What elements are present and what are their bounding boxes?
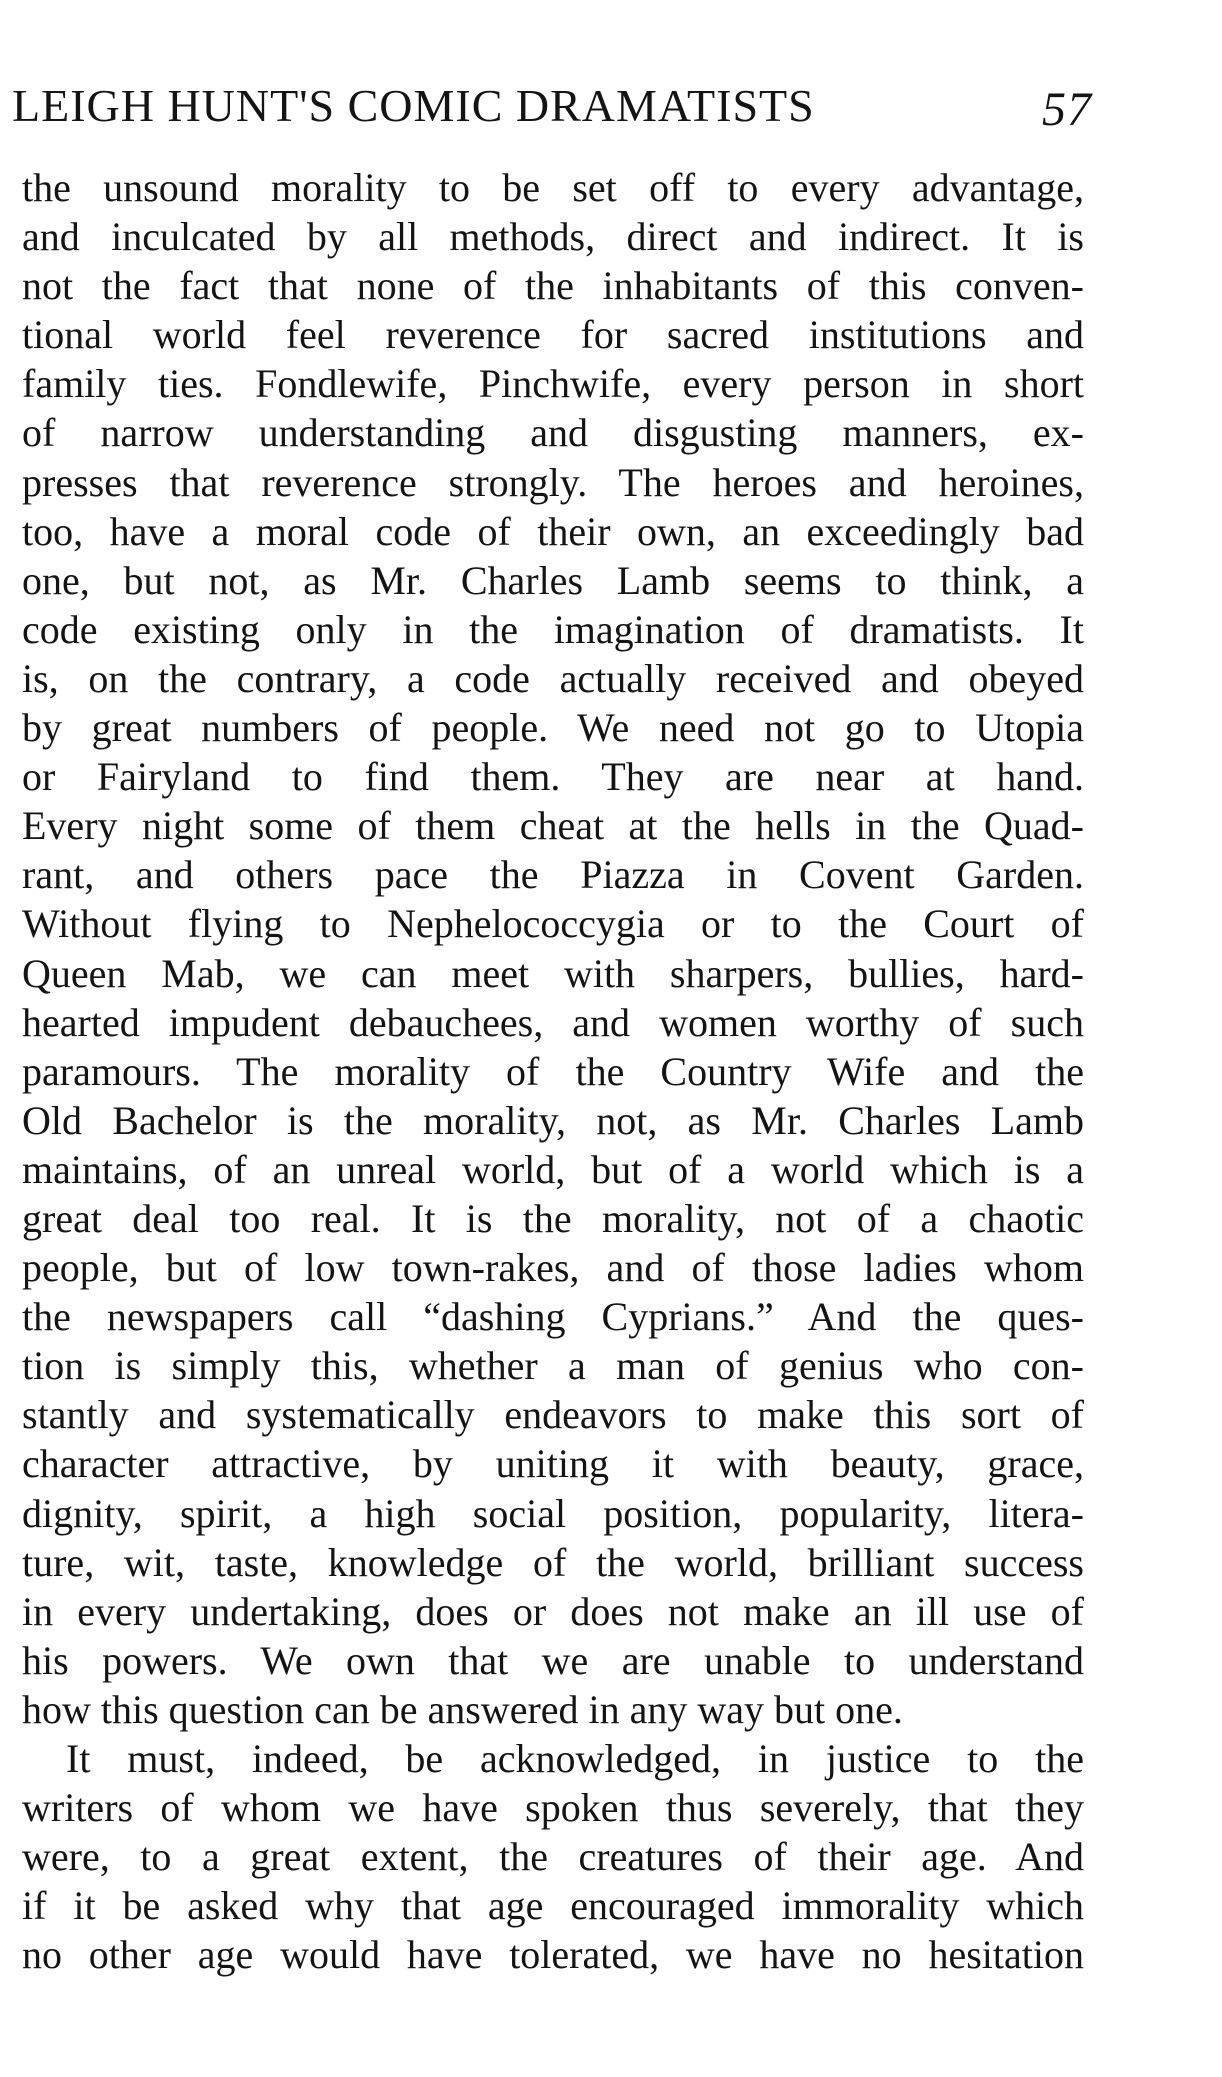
text-line: is, on the contrary, a code actually received and obeyed	[22, 655, 1084, 701]
text-line: if it be asked why that age encouraged immorality which	[22, 1883, 1084, 1929]
paragraph	[22, 163, 1084, 1734]
body-text	[22, 163, 1084, 1979]
running-head: LEIGH HUNT'S COMIC DRAMATISTS	[12, 80, 815, 131]
text-line: Without flying to Nephelococcygia or to the Court of	[22, 901, 1084, 947]
text-line: the newspapers call “dashing Cyprians.” And the ques-	[22, 1294, 1084, 1340]
text-line: in every undertaking, does or does not make an ill use of	[22, 1588, 1084, 1634]
text-line: tion is simply this, whether a man of genius who con-	[22, 1343, 1084, 1389]
text-line: hearted impudent debauchees, and women worthy of such	[22, 999, 1084, 1045]
text-line: not the fact that none of the inhabitants of this conven-	[22, 263, 1084, 309]
text-line: how this question can be answered in any way but one.	[22, 1686, 903, 1732]
text-line: It must, indeed, be acknowledged, in justice to the	[66, 1736, 1084, 1781]
text-line: rant, and others pace the Piazza in Covent Garden.	[22, 852, 1084, 898]
text-line: dignity, spirit, a high social position, popularity, litera-	[22, 1490, 1084, 1536]
text-line: writers of whom we have spoken thus severely, that they	[22, 1785, 1084, 1831]
text-line: great deal too real. It is the morality, not of a chaotic	[22, 1195, 1084, 1241]
text-line: and inculcated by all methods, direct and indirect. It is	[22, 214, 1084, 260]
text-line: presses that reverence strongly. The heroes and heroines,	[22, 459, 1084, 505]
text-line: people, but of low town-rakes, and of those ladies whom	[22, 1245, 1084, 1291]
text-line: code existing only in the imagination of dramatists. It	[22, 606, 1084, 652]
text-line: no other age would have tolerated, we have no hesitation	[22, 1932, 1084, 1978]
text-line: one, but not, as Mr. Charles Lamb seems to think, a	[22, 557, 1084, 603]
text-line: stantly and systematically endeavors to make this sort of	[22, 1392, 1084, 1438]
text-line: Old Bachelor is the morality, not, as Mr. Charles Lamb	[22, 1097, 1084, 1143]
text-line: of narrow understanding and disgusting manners, ex-	[22, 410, 1084, 456]
text-line: by great numbers of people. We need not go to Utopia	[22, 705, 1084, 751]
text-line: the unsound morality to be set off to every advantage,	[22, 165, 1084, 210]
text-line: maintains, of an unreal world, but of a world which is a	[22, 1146, 1084, 1192]
page-header	[12, 76, 1092, 136]
text-line: his powers. We own that we are unable to understand	[22, 1637, 1084, 1683]
text-line: were, to a great extent, the creatures of their age. And	[22, 1834, 1084, 1880]
text-line: family ties. Fondlewife, Pinchwife, every person in short	[22, 361, 1084, 407]
page-number: 57	[1042, 83, 1092, 136]
text-line: or Fairyland to find them. They are near at hand.	[22, 754, 1084, 800]
text-line: ture, wit, taste, knowledge of the world, brilliant success	[22, 1539, 1084, 1585]
text-line: Queen Mab, we can meet with sharpers, bullies, hard-	[22, 950, 1084, 996]
text-line: tional world feel reverence for sacred institutions and	[22, 312, 1084, 358]
paragraph	[22, 1734, 1084, 1979]
text-line: paramours. The morality of the Country Wife and the	[22, 1048, 1084, 1094]
text-line: too, have a moral code of their own, an exceedingly bad	[22, 508, 1084, 554]
text-line: Every night some of them cheat at the hells in the Quad-	[22, 803, 1084, 849]
text-line: character attractive, by uniting it with beauty, grace,	[22, 1441, 1084, 1487]
